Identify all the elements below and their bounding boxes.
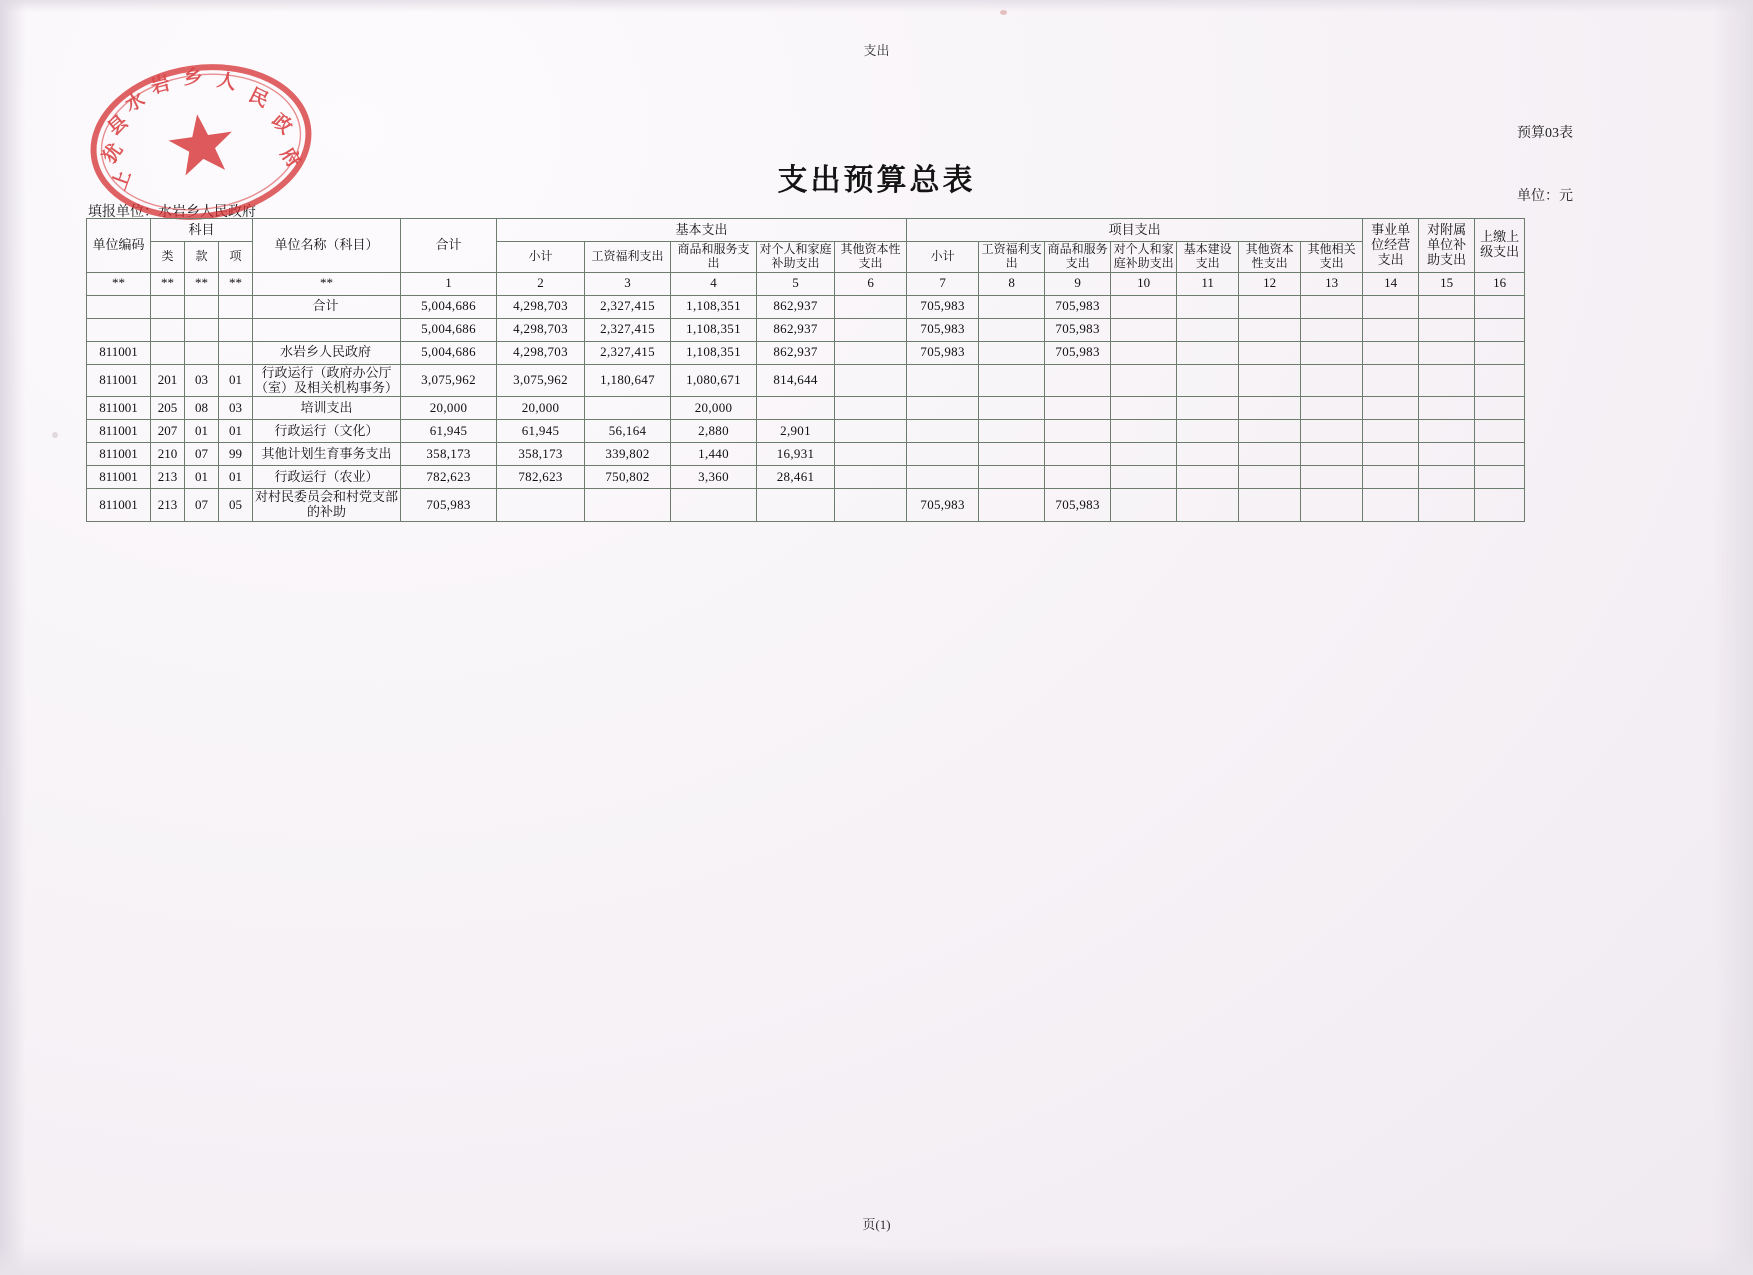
svg-text:乡: 乡 bbox=[183, 67, 203, 89]
cell-pay-upper bbox=[1475, 397, 1525, 420]
col-project-subtotal-header: 小计 bbox=[907, 242, 979, 273]
cell-career-operating bbox=[1363, 341, 1419, 364]
cell-total: 3,075,962 bbox=[401, 364, 497, 397]
cell-basic-subtotal: 20,000 bbox=[497, 397, 585, 420]
col-basic-personal-header: 对个人和家庭补助支出 bbox=[757, 242, 835, 273]
cell-project-salary bbox=[979, 443, 1045, 466]
numbering-cell: 1 bbox=[401, 272, 497, 295]
cell-career-operating bbox=[1363, 397, 1419, 420]
cell-career-operating bbox=[1363, 364, 1419, 397]
cell-project-salary bbox=[979, 397, 1045, 420]
cell-career-operating bbox=[1363, 489, 1419, 522]
cell-affiliate-subsidy bbox=[1419, 443, 1475, 466]
cell-affiliate-subsidy bbox=[1419, 295, 1475, 318]
cell-basic-salary: 2,327,415 bbox=[585, 318, 671, 341]
numbering-cell: 2 bbox=[497, 272, 585, 295]
numbering-cell: 6 bbox=[835, 272, 907, 295]
cell-basic-subtotal: 4,298,703 bbox=[497, 295, 585, 318]
table-row bbox=[87, 420, 1525, 443]
cell-total: 20,000 bbox=[401, 397, 497, 420]
cell-pay-upper bbox=[1475, 295, 1525, 318]
cell-basic-goods: 1,108,351 bbox=[671, 295, 757, 318]
cell-basic-salary: 750,802 bbox=[585, 466, 671, 489]
cell-project-other-related bbox=[1301, 341, 1363, 364]
cell-basic-salary: 56,164 bbox=[585, 420, 671, 443]
cell-project-other-capital bbox=[1239, 364, 1301, 397]
cell-basic-goods: 2,880 bbox=[671, 420, 757, 443]
numbering-cell: ** bbox=[185, 272, 219, 295]
cell-basic-personal: 814,644 bbox=[757, 364, 835, 397]
cell-basic-subtotal: 61,945 bbox=[497, 420, 585, 443]
cell-lei bbox=[151, 341, 185, 364]
cell-career-operating bbox=[1363, 295, 1419, 318]
col-career-operating-header: 事业单位经营支出 bbox=[1363, 219, 1419, 273]
cell-unit-name: 其他计划生育事务支出 bbox=[253, 443, 401, 466]
col-project-personal-header: 对个人和家庭补助支出 bbox=[1111, 242, 1177, 273]
cell-project-goods: 705,983 bbox=[1045, 489, 1111, 522]
cell-project-subtotal: 705,983 bbox=[907, 341, 979, 364]
cell-project-other-capital bbox=[1239, 318, 1301, 341]
page-edge-top bbox=[0, 0, 1753, 12]
cell-project-subtotal: 705,983 bbox=[907, 318, 979, 341]
cell-career-operating bbox=[1363, 318, 1419, 341]
cell-unit-name: 培训支出 bbox=[253, 397, 401, 420]
cell-project-subtotal bbox=[907, 443, 979, 466]
col-project-group-header: 项目支出 bbox=[907, 219, 1363, 242]
col-xiang-header: 项 bbox=[219, 242, 253, 273]
cell-basic-salary: 2,327,415 bbox=[585, 295, 671, 318]
cell-affiliate-subsidy bbox=[1419, 364, 1475, 397]
cell-career-operating bbox=[1363, 443, 1419, 466]
table-row bbox=[87, 489, 1525, 522]
cell-basic-goods: 1,108,351 bbox=[671, 341, 757, 364]
cell-lei: 213 bbox=[151, 466, 185, 489]
table-row bbox=[87, 443, 1525, 466]
numbering-cell: 13 bbox=[1301, 272, 1363, 295]
cell-basic-subtotal: 782,623 bbox=[497, 466, 585, 489]
cell-unit-code: 811001 bbox=[87, 364, 151, 397]
cell-total: 705,983 bbox=[401, 489, 497, 522]
cell-basic-other-capital bbox=[835, 443, 907, 466]
cell-basic-other-capital bbox=[835, 341, 907, 364]
page-edge-bottom bbox=[0, 1245, 1753, 1275]
cell-affiliate-subsidy bbox=[1419, 397, 1475, 420]
cell-unit-code: 811001 bbox=[87, 341, 151, 364]
numbering-cell: 7 bbox=[907, 272, 979, 295]
cell-basic-subtotal: 3,075,962 bbox=[497, 364, 585, 397]
cell-project-capital bbox=[1177, 443, 1239, 466]
col-project-other-capital-header: 其他资本性支出 bbox=[1239, 242, 1301, 273]
numbering-cell: ** bbox=[151, 272, 185, 295]
cell-kuan bbox=[185, 341, 219, 364]
expenditure-budget-table bbox=[86, 218, 1525, 522]
cell-lei: 201 bbox=[151, 364, 185, 397]
cell-pay-upper bbox=[1475, 364, 1525, 397]
svg-text:民: 民 bbox=[245, 84, 272, 112]
cell-project-subtotal bbox=[907, 420, 979, 443]
cell-project-other-capital bbox=[1239, 420, 1301, 443]
table-row bbox=[87, 318, 1525, 341]
cell-project-other-related bbox=[1301, 364, 1363, 397]
cell-basic-other-capital bbox=[835, 420, 907, 443]
cell-project-goods: 705,983 bbox=[1045, 341, 1111, 364]
cell-basic-subtotal bbox=[497, 489, 585, 522]
cell-xiang: 99 bbox=[219, 443, 253, 466]
svg-text:人: 人 bbox=[215, 69, 239, 95]
table-row bbox=[87, 295, 1525, 318]
cell-project-personal bbox=[1111, 397, 1177, 420]
svg-text:岩: 岩 bbox=[148, 73, 173, 99]
cell-project-subtotal bbox=[907, 364, 979, 397]
cell-basic-salary bbox=[585, 397, 671, 420]
cell-career-operating bbox=[1363, 466, 1419, 489]
cell-affiliate-subsidy bbox=[1419, 318, 1475, 341]
cell-xiang: 01 bbox=[219, 466, 253, 489]
cell-basic-goods: 1,080,671 bbox=[671, 364, 757, 397]
cell-project-salary bbox=[979, 420, 1045, 443]
cell-project-other-related bbox=[1301, 397, 1363, 420]
cell-unit-code: 811001 bbox=[87, 420, 151, 443]
cell-project-salary bbox=[979, 318, 1045, 341]
col-project-salary-header: 工资福利支出 bbox=[979, 242, 1045, 273]
cell-unit-code bbox=[87, 295, 151, 318]
cell-project-personal bbox=[1111, 420, 1177, 443]
cell-lei: 207 bbox=[151, 420, 185, 443]
cell-pay-upper bbox=[1475, 318, 1525, 341]
cell-basic-salary: 1,180,647 bbox=[585, 364, 671, 397]
cell-unit-name bbox=[253, 318, 401, 341]
svg-text:政: 政 bbox=[267, 110, 296, 139]
cell-project-goods: 705,983 bbox=[1045, 295, 1111, 318]
currency-unit-label: 单位：元 bbox=[1517, 189, 1573, 204]
cell-basic-goods bbox=[671, 489, 757, 522]
cell-lei: 205 bbox=[151, 397, 185, 420]
cell-unit-code: 811001 bbox=[87, 466, 151, 489]
cell-lei bbox=[151, 318, 185, 341]
cell-kuan: 01 bbox=[185, 420, 219, 443]
svg-text:犹: 犹 bbox=[99, 139, 128, 168]
cell-unit-code: 811001 bbox=[87, 489, 151, 522]
cell-basic-other-capital bbox=[835, 397, 907, 420]
cell-basic-personal: 862,937 bbox=[757, 318, 835, 341]
cell-pay-upper bbox=[1475, 489, 1525, 522]
cell-basic-salary bbox=[585, 489, 671, 522]
cell-xiang bbox=[219, 341, 253, 364]
cell-basic-goods: 1,440 bbox=[671, 443, 757, 466]
page-footer-label: 页(1) bbox=[862, 1217, 891, 1232]
cell-basic-personal: 862,937 bbox=[757, 295, 835, 318]
cell-lei: 210 bbox=[151, 443, 185, 466]
cell-basic-goods: 20,000 bbox=[671, 397, 757, 420]
cell-project-personal bbox=[1111, 489, 1177, 522]
cell-kuan bbox=[185, 318, 219, 341]
cell-kuan: 01 bbox=[185, 466, 219, 489]
cell-project-other-related bbox=[1301, 420, 1363, 443]
cell-project-other-capital bbox=[1239, 341, 1301, 364]
cell-project-goods bbox=[1045, 466, 1111, 489]
table-row bbox=[87, 397, 1525, 420]
table-row bbox=[87, 364, 1525, 397]
cell-basic-goods: 3,360 bbox=[671, 466, 757, 489]
cell-project-personal bbox=[1111, 341, 1177, 364]
cell-kuan: 03 bbox=[185, 364, 219, 397]
cell-project-other-related bbox=[1301, 318, 1363, 341]
cell-xiang: 01 bbox=[219, 420, 253, 443]
cell-project-capital bbox=[1177, 397, 1239, 420]
numbering-cell: 3 bbox=[585, 272, 671, 295]
cell-affiliate-subsidy bbox=[1419, 341, 1475, 364]
cell-unit-code: 811001 bbox=[87, 397, 151, 420]
cell-project-other-capital bbox=[1239, 295, 1301, 318]
form-number-label: 预算03表 bbox=[1517, 126, 1573, 141]
numbering-cell: 8 bbox=[979, 272, 1045, 295]
numbering-cell: 9 bbox=[1045, 272, 1111, 295]
cell-total: 61,945 bbox=[401, 420, 497, 443]
cell-project-capital bbox=[1177, 420, 1239, 443]
cell-total: 5,004,686 bbox=[401, 318, 497, 341]
cell-project-other-capital bbox=[1239, 489, 1301, 522]
cell-project-personal bbox=[1111, 295, 1177, 318]
cell-project-other-related bbox=[1301, 443, 1363, 466]
cell-unit-name: 行政运行（政府办公厅（室）及相关机构事务） bbox=[253, 364, 401, 397]
cell-affiliate-subsidy bbox=[1419, 466, 1475, 489]
col-subject-group-header: 科目 bbox=[151, 219, 253, 242]
cell-total: 5,004,686 bbox=[401, 295, 497, 318]
numbering-cell: 11 bbox=[1177, 272, 1239, 295]
numbering-cell: 16 bbox=[1475, 272, 1525, 295]
col-basic-other-capital-header: 其他资本性支出 bbox=[835, 242, 907, 273]
col-unit-code-header: 单位编码 bbox=[87, 219, 151, 273]
cell-project-other-capital bbox=[1239, 466, 1301, 489]
numbering-cell: ** bbox=[219, 272, 253, 295]
cell-project-personal bbox=[1111, 364, 1177, 397]
cell-project-goods bbox=[1045, 420, 1111, 443]
cell-basic-other-capital bbox=[835, 318, 907, 341]
cell-kuan bbox=[185, 295, 219, 318]
cell-xiang: 05 bbox=[219, 489, 253, 522]
cell-total: 358,173 bbox=[401, 443, 497, 466]
scan-speck bbox=[1000, 10, 1007, 15]
cell-project-goods: 705,983 bbox=[1045, 318, 1111, 341]
svg-text:上: 上 bbox=[109, 167, 136, 193]
table-row bbox=[87, 466, 1525, 489]
page-title: 支出预算总表 bbox=[777, 164, 976, 197]
numbering-cell: 5 bbox=[757, 272, 835, 295]
cell-project-capital bbox=[1177, 466, 1239, 489]
cell-basic-subtotal: 358,173 bbox=[497, 443, 585, 466]
cell-basic-personal: 862,937 bbox=[757, 341, 835, 364]
cell-project-salary bbox=[979, 341, 1045, 364]
cell-basic-personal bbox=[757, 397, 835, 420]
cell-affiliate-subsidy bbox=[1419, 420, 1475, 443]
cell-project-other-capital bbox=[1239, 443, 1301, 466]
col-basic-subtotal-header: 小计 bbox=[497, 242, 585, 273]
cell-project-other-related bbox=[1301, 295, 1363, 318]
cell-total: 782,623 bbox=[401, 466, 497, 489]
cell-project-subtotal bbox=[907, 397, 979, 420]
cell-pay-upper bbox=[1475, 443, 1525, 466]
col-lei-header: 类 bbox=[151, 242, 185, 273]
cell-pay-upper bbox=[1475, 466, 1525, 489]
cell-project-goods bbox=[1045, 364, 1111, 397]
col-affiliate-subsidy-header: 对附属单位补助支出 bbox=[1419, 219, 1475, 273]
cell-basic-other-capital bbox=[835, 364, 907, 397]
cell-pay-upper bbox=[1475, 341, 1525, 364]
cell-career-operating bbox=[1363, 420, 1419, 443]
numbering-cell: 14 bbox=[1363, 272, 1419, 295]
col-basic-salary-header: 工资福利支出 bbox=[585, 242, 671, 273]
cell-basic-other-capital bbox=[835, 489, 907, 522]
cell-project-other-related bbox=[1301, 489, 1363, 522]
col-project-goods-header: 商品和服务支出 bbox=[1045, 242, 1111, 273]
cell-lei bbox=[151, 295, 185, 318]
cell-pay-upper bbox=[1475, 420, 1525, 443]
cell-project-personal bbox=[1111, 318, 1177, 341]
cell-project-capital bbox=[1177, 341, 1239, 364]
scan-speck bbox=[52, 432, 58, 438]
numbering-cell: 4 bbox=[671, 272, 757, 295]
numbering-cell: ** bbox=[87, 272, 151, 295]
cell-unit-name: 行政运行（文化） bbox=[253, 420, 401, 443]
table-numbering-row bbox=[87, 272, 1525, 295]
numbering-cell: 12 bbox=[1239, 272, 1301, 295]
cell-basic-subtotal: 4,298,703 bbox=[497, 318, 585, 341]
col-kuan-header: 款 bbox=[185, 242, 219, 273]
page-header-label: 支出 bbox=[863, 43, 890, 58]
cell-basic-salary: 2,327,415 bbox=[585, 341, 671, 364]
cell-project-goods bbox=[1045, 443, 1111, 466]
reporting-unit-label: 填报单位：水岩乡人民政府 bbox=[88, 205, 256, 220]
cell-project-personal bbox=[1111, 443, 1177, 466]
numbering-cell: ** bbox=[253, 272, 401, 295]
cell-project-other-capital bbox=[1239, 397, 1301, 420]
cell-unit-name: 水岩乡人民政府 bbox=[253, 341, 401, 364]
cell-basic-other-capital bbox=[835, 466, 907, 489]
cell-project-subtotal: 705,983 bbox=[907, 295, 979, 318]
cell-project-capital bbox=[1177, 295, 1239, 318]
cell-basic-goods: 1,108,351 bbox=[671, 318, 757, 341]
cell-basic-salary: 339,802 bbox=[585, 443, 671, 466]
cell-kuan: 08 bbox=[185, 397, 219, 420]
cell-unit-name: 对村民委员会和村党支部的补助 bbox=[253, 489, 401, 522]
cell-project-goods bbox=[1045, 397, 1111, 420]
cell-xiang bbox=[219, 295, 253, 318]
cell-project-capital bbox=[1177, 318, 1239, 341]
numbering-cell: 15 bbox=[1419, 272, 1475, 295]
table-group-header-row bbox=[87, 219, 1525, 242]
cell-project-salary bbox=[979, 489, 1045, 522]
svg-text:府: 府 bbox=[276, 144, 305, 172]
table-row bbox=[87, 341, 1525, 364]
cell-project-capital bbox=[1177, 364, 1239, 397]
col-basic-group-header: 基本支出 bbox=[497, 219, 907, 242]
cell-project-other-related bbox=[1301, 466, 1363, 489]
svg-text:水: 水 bbox=[122, 88, 149, 117]
cell-affiliate-subsidy bbox=[1419, 489, 1475, 522]
cell-basic-personal: 28,461 bbox=[757, 466, 835, 489]
cell-unit-code bbox=[87, 318, 151, 341]
cell-basic-subtotal: 4,298,703 bbox=[497, 341, 585, 364]
cell-unit-code: 811001 bbox=[87, 443, 151, 466]
cell-unit-name: 合计 bbox=[253, 295, 401, 318]
col-pay-upper-header: 上缴上级支出 bbox=[1475, 219, 1525, 273]
cell-project-salary bbox=[979, 466, 1045, 489]
cell-basic-personal: 2,901 bbox=[757, 420, 835, 443]
col-project-other-related-header: 其他相关支出 bbox=[1301, 242, 1363, 273]
col-unit-name-header: 单位名称（科目） bbox=[253, 219, 401, 273]
cell-xiang: 01 bbox=[219, 364, 253, 397]
cell-kuan: 07 bbox=[185, 443, 219, 466]
cell-xiang bbox=[219, 318, 253, 341]
cell-lei: 213 bbox=[151, 489, 185, 522]
cell-unit-name: 行政运行（农业） bbox=[253, 466, 401, 489]
col-project-capital-header: 基本建设支出 bbox=[1177, 242, 1239, 273]
cell-project-salary bbox=[979, 295, 1045, 318]
cell-project-personal bbox=[1111, 466, 1177, 489]
cell-total: 5,004,686 bbox=[401, 341, 497, 364]
svg-text:县: 县 bbox=[104, 111, 133, 140]
cell-project-salary bbox=[979, 364, 1045, 397]
cell-project-subtotal: 705,983 bbox=[907, 489, 979, 522]
cell-basic-other-capital bbox=[835, 295, 907, 318]
numbering-cell: 10 bbox=[1111, 272, 1177, 295]
cell-xiang: 03 bbox=[219, 397, 253, 420]
col-total-header: 合计 bbox=[401, 219, 497, 273]
cell-project-capital bbox=[1177, 489, 1239, 522]
cell-basic-personal bbox=[757, 489, 835, 522]
col-basic-goods-header: 商品和服务支出 bbox=[671, 242, 757, 273]
cell-basic-personal: 16,931 bbox=[757, 443, 835, 466]
cell-kuan: 07 bbox=[185, 489, 219, 522]
cell-project-subtotal bbox=[907, 466, 979, 489]
